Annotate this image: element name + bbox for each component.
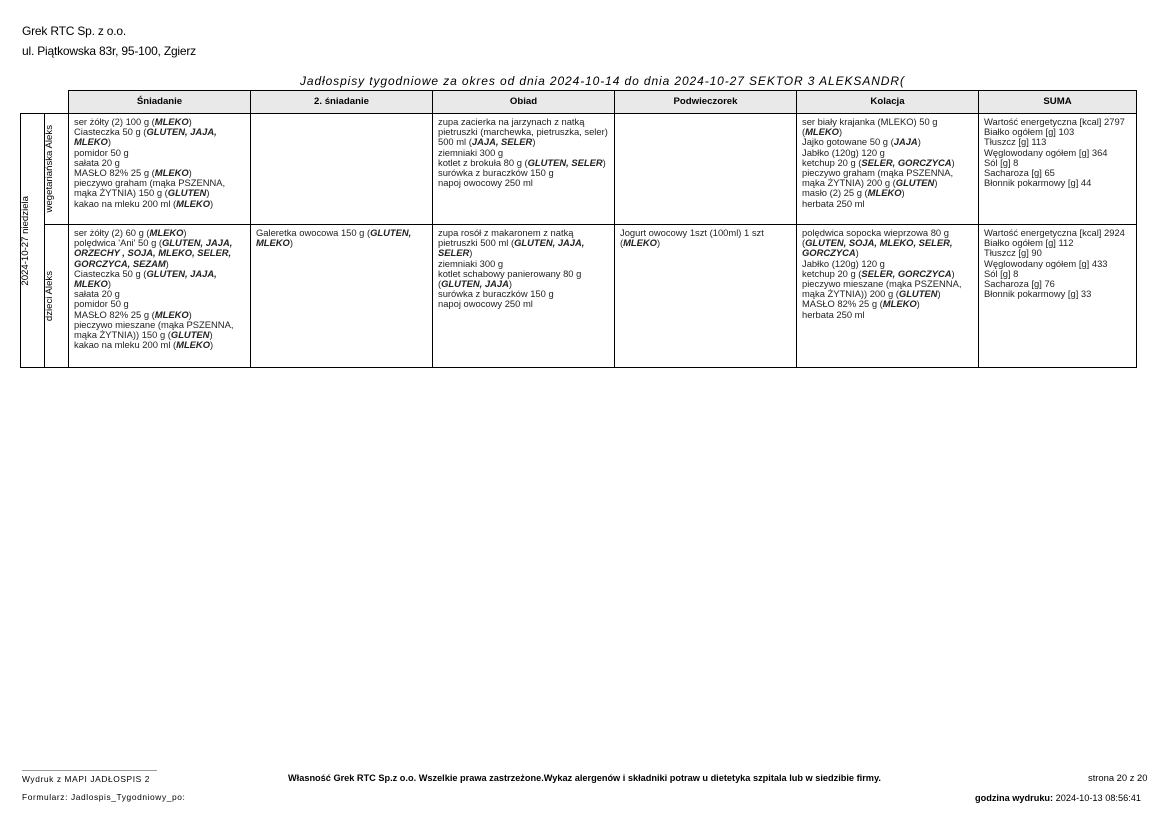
allergen-text: MLEKO — [623, 237, 657, 249]
company-name: Grek RTC Sp. z o.o. — [22, 24, 127, 38]
menu-text: ) — [165, 257, 169, 269]
allergen-text: JAJA — [893, 136, 918, 148]
allergen-text: JAJA, SELER — [471, 136, 533, 148]
diet-label-cell — [45, 225, 69, 368]
company-address: ul. Piątkowska 83r, 95-100, Zgierz — [22, 44, 196, 58]
footer-divider — [22, 770, 157, 771]
menu-text: Galeretka owocowa 150 g ( — [256, 227, 371, 238]
allergen-text: GLUTEN — [167, 187, 207, 199]
menu-text: ) — [289, 237, 293, 249]
menu-text: ) — [951, 156, 955, 168]
menu-text: surówka z buraczków 150 g — [438, 288, 554, 300]
menu-text: pomidor 50 g — [74, 298, 129, 310]
column-header-obiad: Obiad — [433, 91, 615, 114]
menu-text: pieczywo mieszane (mąka PSZENNA, mąka ŻYTNIA)) 150 g ( — [74, 318, 234, 341]
allergen-text: GLUTEN, JAJA, SELER — [438, 237, 585, 259]
allergen-text: GLUTEN, SOJA, MLEKO, SELER, GORCZYCA — [802, 237, 953, 259]
allergen-text: MLEKO — [149, 227, 184, 238]
allergen-text: GLUTEN, JAJA — [441, 278, 509, 290]
menu-line — [438, 117, 610, 148]
menu-text: ) — [656, 237, 661, 249]
day-cell — [21, 114, 45, 368]
diet-row-wegetarianska — [21, 114, 1137, 225]
menu-text: herbata 250 ml — [802, 308, 865, 320]
menu-line — [802, 279, 974, 299]
menu-text: ) — [934, 177, 938, 189]
menu-text: ) — [206, 187, 210, 199]
meal-cell-2-sniadanie — [251, 225, 433, 368]
menu-text: zupa rosół z makaronem z natką pietruszki 500 ml ( — [438, 227, 574, 249]
menu-text: ser żółty (2) 60 g ( — [74, 227, 150, 238]
menu-text: ) — [532, 136, 536, 148]
menu-text: ) — [838, 126, 843, 138]
menu-text: Białko ogółem [g] 112 — [984, 237, 1074, 249]
allergen-text: MLEKO — [154, 308, 189, 320]
menu-text: Wartość energetyczna [kcal] 2924 — [984, 227, 1125, 238]
menu-line — [74, 238, 246, 269]
menu-text: ) — [210, 197, 214, 209]
menu-table — [20, 90, 1137, 368]
menu-text: polędwica sopocka wieprzowa 80 g ( — [802, 227, 949, 249]
column-header-suma: SUMA — [979, 91, 1137, 114]
menu-text: ) — [917, 136, 921, 148]
diet-label: wegetariańska Aleks — [44, 125, 55, 213]
allergen-text: GLUTEN — [895, 177, 935, 189]
allergen-text: GLUTEN, MLEKO — [256, 227, 412, 249]
menu-text: Sacharoza [g] 76 — [984, 278, 1055, 290]
menu-text: Węglowodany ogółem [g] 364 — [984, 146, 1108, 158]
allergen-text: GLUTEN, JAJA, MLEKO — [74, 267, 217, 290]
menu-text: ) — [107, 136, 111, 148]
allergen-text: MLEKO — [867, 187, 902, 199]
menu-text: ) — [469, 247, 473, 259]
summary-cell — [979, 114, 1137, 225]
meal-cell-podwieczorek — [615, 114, 797, 225]
menu-text: zupa zacierka na jarzynach z natką pietruszki (marchewka, pietruszka, seler) 500 ml ( — [438, 116, 608, 148]
column-header-sniadanie: Śniadanie — [69, 91, 251, 114]
menu-text: ) — [937, 288, 941, 300]
menu-line — [74, 127, 246, 147]
print-time-value: 2024-10-13 08:56:41 — [1055, 793, 1141, 803]
menu-text: Węglowodany ogółem [g] 433 — [984, 257, 1108, 269]
meal-cell-podwieczorek — [615, 225, 797, 368]
diet-label: dzieci Aleks — [44, 270, 55, 322]
meal-cell-obiad — [433, 114, 615, 225]
menu-text: ) — [188, 308, 192, 320]
menu-text: ser biały krajanka (MLEKO) 50 g ( — [802, 116, 938, 138]
allergen-text: GLUTEN, SELER — [527, 156, 603, 168]
menu-text: Tłuszcz [g] 90 — [984, 247, 1042, 259]
document-title: Jadłospisy tygodniowe za okres od dnia 2024-10-14 do dnia 2024-10-27 SEKTOR 3 ALEKSANDR( — [300, 74, 905, 88]
menu-text: ) — [210, 339, 214, 351]
menu-line — [74, 199, 246, 209]
menu-line — [802, 199, 974, 209]
menu-line — [620, 228, 792, 248]
menu-text: Sól [g] 8 — [984, 267, 1019, 279]
menu-line — [256, 228, 428, 248]
menu-text: Białko ogółem [g] 103 — [984, 126, 1075, 138]
footer-copyright: Własność Grek RTC Sp.z o.o. Wszelkie prawa zastrzeżone.Wykaz alergenów i składniki potraw u dietetyka szpitala lub w siedzibie firmy. — [288, 773, 881, 783]
meal-cell-sniadanie — [69, 225, 251, 368]
menu-text: herbata 250 ml — [802, 197, 865, 209]
menu-line — [74, 320, 246, 340]
menu-text: Tłuszcz [g] 113 — [984, 136, 1047, 148]
meal-cell-sniadanie — [69, 114, 251, 225]
menu-line — [74, 269, 246, 289]
allergen-text: MLEKO — [176, 197, 210, 209]
menu-text: ) — [951, 267, 955, 279]
meal-cell-kolacja — [797, 225, 979, 368]
menu-text: ) — [855, 247, 859, 259]
header-row — [21, 91, 1137, 114]
menu-text: ) — [183, 227, 187, 238]
menu-text: ) — [107, 278, 111, 290]
allergen-text: MLEKO — [176, 339, 210, 351]
menu-line — [802, 228, 974, 259]
allergen-text: MLEKO — [805, 126, 839, 138]
menu-text: polędwica 'Ani' 50 g ( — [74, 237, 163, 249]
menu-text: kakao na mleku 200 ml ( — [74, 197, 177, 209]
menu-text: ) — [188, 167, 192, 179]
menu-text: ) — [916, 298, 920, 310]
allergen-text: GLUTEN — [170, 329, 210, 341]
menu-text: napoj owocowy 250 ml — [438, 177, 533, 189]
menu-text: pomidor 50 g — [74, 146, 129, 158]
summary-cell — [979, 225, 1137, 368]
menu-text: ) — [209, 329, 213, 341]
column-header-kolacja: Kolacja — [797, 91, 979, 114]
menu-text: Jogurt owocowy 1szt (100ml) 1 szt ( — [620, 227, 764, 249]
menu-text: Błonnik pokarmowy [g] 44 — [984, 177, 1092, 189]
menu-text: ketchup 20 g ( — [802, 267, 862, 279]
allergen-text: GLUTEN, JAJA, MLEKO — [74, 126, 217, 148]
menu-text: Ciasteczka 50 g ( — [74, 267, 147, 279]
menu-text: kotlet z brokuła 80 g ( — [438, 156, 528, 168]
footer-page-number: strona 20 z 20 — [1088, 772, 1148, 783]
menu-text: pieczywo mieszane (mąka PSZENNA, mąka ŻYTNIA)) 200 g ( — [802, 278, 962, 300]
menu-text: surówka z buraczków 150 g — [438, 167, 554, 179]
allergen-text: MLEKO — [882, 298, 917, 310]
menu-text: masło (2) 25 g ( — [802, 187, 868, 199]
menu-text: kakao na mleku 200 ml ( — [74, 339, 177, 351]
menu-text: ) — [188, 116, 192, 127]
menu-line — [802, 310, 974, 320]
menu-text: pieczywo graham (mąka PSZENNA, mąka ŻYTNIA) 200 g ( — [802, 167, 954, 189]
footer-form: Formularz: Jadlospis_Tygodniowy_po: — [22, 792, 186, 802]
menu-text: ketchup 20 g ( — [802, 156, 862, 168]
menu-text: MASŁO 82% 25 g ( — [74, 167, 155, 179]
meal-cell-obiad — [433, 225, 615, 368]
day-label: 2024-10-27 niedziela — [20, 195, 31, 286]
menu-line — [438, 299, 610, 309]
menu-text: napoj owocowy 250 ml — [438, 298, 533, 310]
menu-line — [74, 340, 246, 350]
allergen-text: SELER, GORCZYCA — [861, 156, 952, 168]
allergen-text: SELER, GORCZYCA — [861, 267, 952, 279]
diet-label-cell — [45, 114, 69, 225]
menu-text: Ciasteczka 50 g ( — [74, 126, 147, 138]
footer-print-time — [975, 793, 1141, 803]
menu-line — [438, 228, 610, 259]
menu-text: Sacharoza [g] 65 — [984, 167, 1055, 179]
menu-text: Jajko gotowane 50 g ( — [802, 136, 894, 148]
menu-line — [438, 178, 610, 188]
menu-text: ziemniaki 300 g — [438, 257, 504, 269]
menu-text: ser żółty (2) 100 g ( — [74, 116, 155, 127]
column-header-2-sniadanie: 2. śniadanie — [251, 91, 433, 114]
allergen-text: GLUTEN — [898, 288, 938, 300]
allergen-text: MLEKO — [154, 116, 189, 127]
menu-text: kotlet schabowy panierowany 80 g ( — [438, 267, 582, 290]
menu-text: Błonnik pokarmowy [g] 33 — [984, 288, 1092, 300]
menu-text: ziemniaki 300 g — [438, 146, 504, 158]
menu-text: ) — [508, 278, 512, 290]
menu-line — [984, 178, 1132, 188]
menu-line — [74, 178, 246, 198]
menu-text: MASŁO 82% 25 g ( — [74, 308, 155, 320]
menu-text: sałata 20 g — [74, 156, 120, 168]
menu-text: ) — [901, 187, 905, 199]
menu-line — [802, 168, 974, 188]
menu-line — [802, 117, 974, 137]
meal-cell-2-sniadanie — [251, 114, 433, 225]
meal-cell-kolacja — [797, 114, 979, 225]
column-header-podwieczorek: Podwieczorek — [615, 91, 797, 114]
menu-text: Wartość energetyczna [kcal] 2797 — [984, 116, 1125, 127]
diet-row-dzieci — [21, 225, 1137, 368]
menu-line — [438, 269, 610, 289]
menu-text: Sól [g] 8 — [984, 156, 1019, 168]
menu-text: ) — [602, 156, 606, 168]
menu-line — [984, 289, 1132, 299]
allergen-text: MLEKO — [154, 167, 189, 179]
footer-printed-from: Wydruk z MAPI JADŁOSPIS 2 — [22, 774, 151, 784]
allergen-text: GLUTEN, JAJA, ORZECHY , SOJA, MLEKO, SELER, GORCZYCA, SEZAM — [74, 237, 233, 269]
print-time-label: godzina wydruku: — [975, 793, 1054, 803]
menu-text: Jabłko (120g) 120 g — [802, 146, 885, 158]
menu-text: sałata 20 g — [74, 288, 120, 300]
menu-text: Jabłko (120g) 120 g — [802, 257, 885, 269]
menu-text: pieczywo graham (mąka PSZENNA, mąka ŻYTNIA) 150 g ( — [74, 177, 226, 199]
menu-text: MASŁO 82% 25 g ( — [802, 298, 883, 310]
